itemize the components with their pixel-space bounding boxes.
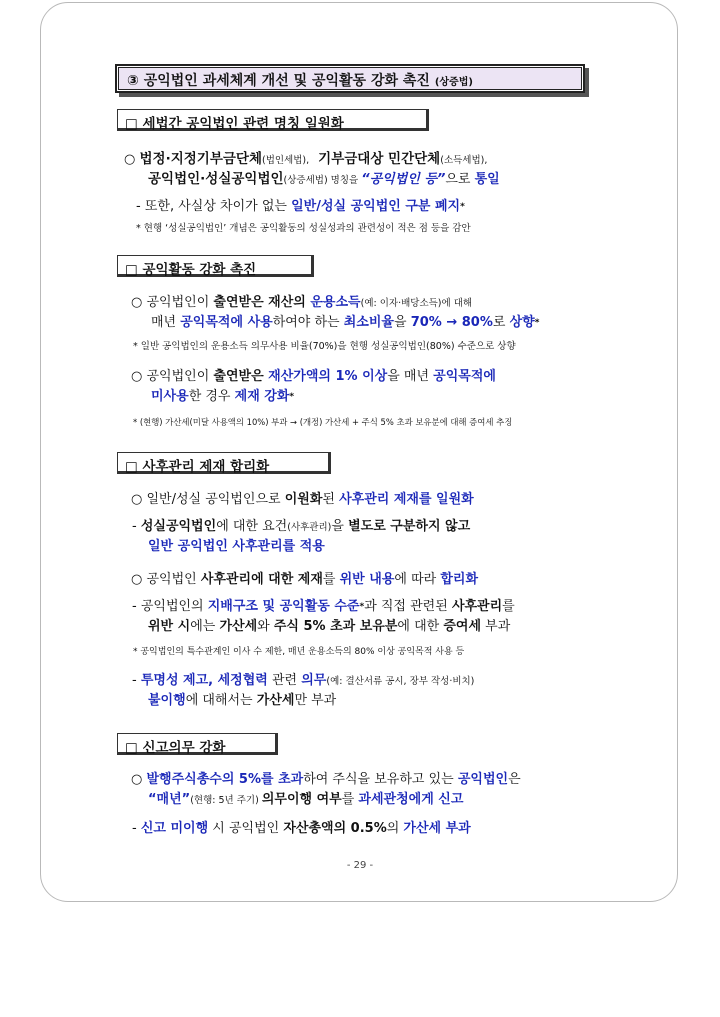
s3-line2: - 성실공익법인에 대한 요건(사후관리)을 별도로 구분하지 않고 xyxy=(132,519,471,534)
s1-note: * 현행 ‘성실공익법인’ 개념은 공익활동의 성실성과의 관련성이 적은 점 등을 감안 xyxy=(136,223,471,234)
s2-line4: 미사용한 경우 제재 강화* xyxy=(151,389,295,404)
s3-line5: - 공익법인의 지배구조 및 공익활동 수준*과 직접 관련된 사후관리를 xyxy=(132,599,515,614)
section-title-2: □ 공익활동 강화 촉진 xyxy=(117,255,314,277)
main-title-box xyxy=(115,64,585,93)
s3-line4: ○ 공익법인 사후관리에 대한 제재를 위반 내용에 따라 합리화 xyxy=(131,572,479,587)
section-title-1: □ 세법간 공익법인 관련 명칭 일원화 xyxy=(117,109,429,131)
s3-line7: - 투명성 제고, 세정협력 관련 의무(예: 결산서류 공시, 장부 작성·비치) xyxy=(132,673,475,688)
s1-line1: ○ 법정·지정기부금단체(법인세법), 기부금대상 민간단체(소득세법), xyxy=(124,151,488,167)
s3-line1: ○ 일반/성실 공익법인으로 이원화된 사후관리 제재를 일원화 xyxy=(131,492,474,507)
s3-line6: 위반 시에는 가산세와 주식 5% 초과 보유분에 대한 증여세 부과 xyxy=(148,619,511,634)
s3-line8: 불이행에 대해서는 가산세만 부과 xyxy=(148,693,337,708)
s2-note2: * (현행) 가산세(미달 사용액의 10%) 부과 → (개정) 가산세 + 주식 5% 초과 보유분에 대해 증여세 추징 xyxy=(133,417,513,427)
s4-line1: ○ 발행주식총수의 5%를 초과하여 주식을 보유하고 있는 공익법인은 xyxy=(131,772,521,787)
page-number: - 29 - xyxy=(346,860,374,871)
s1-line3: - 또한, 사실상 차이가 없는 일반/성실 공익법인 구분 폐지* xyxy=(136,199,465,214)
s4-line3: - 신고 미이행 시 공익법인 자산총액의 0.5%의 가산세 부과 xyxy=(132,821,471,836)
s2-note1: * 일반 공익법인의 운용소득 의무사용 비율(70%)을 현행 성실공익법인(80%) 수준으로 상향 xyxy=(133,341,516,352)
s3-note: * 공익법인의 특수관계인 이사 수 제한, 매년 운용소득의 80% 이상 공익목적 사용 등 xyxy=(133,647,465,657)
section-title-4: □ 신고의무 강화 xyxy=(117,733,278,755)
s3-line3: 일반 공익법인 사후관리를 적용 xyxy=(148,539,325,554)
main-title: ③ 공익법인 과세체계 개선 및 공익활동 강화 촉진 (상증법) xyxy=(127,73,473,89)
s2-line1: ○ 공익법인이 출연받은 재산의 운용소득(예: 이자·배당소득)에 대해 xyxy=(131,295,473,310)
s2-line3: ○ 공익법인이 출연받은 재산가액의 1% 이상을 매년 공익목적에 xyxy=(131,369,496,384)
section-title-3: □ 사후관리 제재 합리화 xyxy=(117,452,331,474)
s4-line2: “매년”(현행: 5년 주기) 의무이행 여부를 과세관청에게 신고 xyxy=(148,792,464,807)
s1-line2: 공익법인·성실공익법인(상증세법) 명칭을 “공익법인 등”으로 통일 xyxy=(148,171,500,187)
s2-line2: 매년 공익목적에 사용하여야 하는 최소비율을 70% → 80%로 상향* xyxy=(151,315,540,330)
